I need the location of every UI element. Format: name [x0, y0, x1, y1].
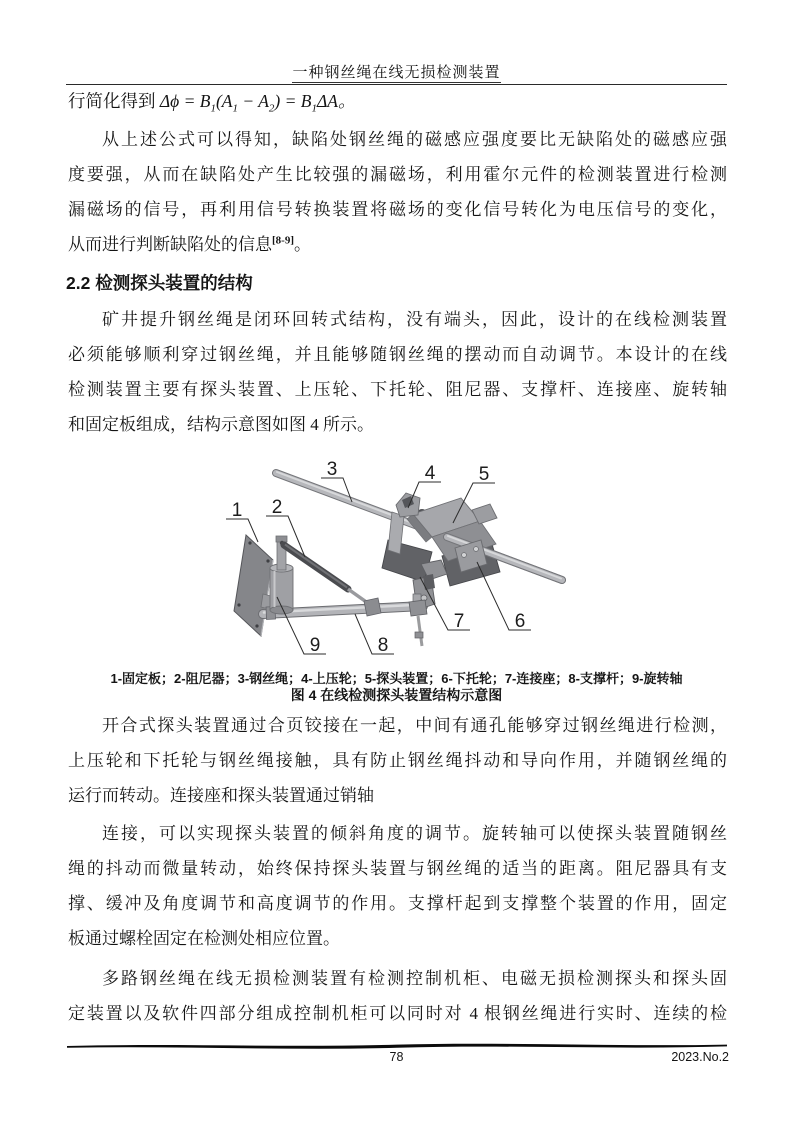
paragraph-line: 检测装置主要有探头装置、上压轮、下托轮、阻尼器、支撑杆、连接座、旋转轴 — [68, 380, 727, 399]
paragraph-line: 上压轮和下托轮与钢丝绳接触，具有防止钢丝绳抖动和导向作用，并随钢丝绳的 — [68, 751, 727, 770]
figure-label-7: 7 — [453, 611, 465, 632]
damper-post — [276, 536, 287, 570]
figure-diagram — [145, 448, 575, 660]
paragraph-line: 定装置以及软件四部分组成控制机柜可以同时对 4 根钢丝绳进行实时、连续的检 — [68, 1004, 727, 1023]
figure-label-6: 6 — [514, 611, 526, 632]
page-header-title: 一种钢丝绳在线无损检测装置 — [292, 65, 501, 81]
formula-sub: 1 — [232, 102, 238, 115]
formula-line — [68, 90, 727, 115]
figure-label-9: 9 — [309, 635, 321, 656]
figure-label-8: 8 — [377, 635, 389, 656]
formula-seg: ΔA。 — [317, 91, 356, 111]
formula-sub: 1 — [210, 102, 216, 115]
footer-page-number: 78 — [389, 1050, 404, 1064]
paragraph-line: 运行而转动。连接座和探头装置通过销轴 — [68, 786, 374, 805]
paragraph-3 — [68, 708, 727, 813]
figure-label-5: 5 — [478, 464, 490, 485]
paragraph-text: 。 — [294, 235, 311, 254]
figure-label-1: 1 — [231, 500, 243, 521]
section-heading-2-2: 2.2 检测探头装置的结构 — [66, 273, 253, 293]
figure-caption: 图 4 在线检测探头装置结构示意图 — [290, 687, 503, 703]
figure-label-4: 4 — [424, 463, 436, 484]
figure-legend: 1-固定板；2-阻尼器；3-钢丝绳；4-上压轮；5-探头装置；6-下托轮；7-连接座；8-支撑杆；9-旋转轴 — [110, 671, 683, 686]
paragraph-line: 板通过螺栓固定在检测处相应位置。 — [68, 929, 340, 948]
paragraph-line — [68, 227, 727, 262]
paragraph-line: 漏磁场的信号，再利用信号转换装置将磁场的变化信号转化为电压信号的变化， — [68, 200, 727, 219]
paragraph-line: 开合式探头装置通过合页铰接在一起，中间有通孔能够穿过钢丝绳进行检测， — [102, 716, 727, 735]
formula-seg: ) = B — [274, 91, 312, 111]
formula-seg: Δϕ = B — [159, 91, 211, 111]
damper — [284, 545, 381, 617]
paragraph-line: 撑、缓冲及角度调节和高度调节的作用。支撑杆起到支撑整个装置的作用，固定 — [68, 894, 727, 913]
formula-seg: − A — [237, 91, 269, 111]
paragraph-line: 和固定板组成，结构示意图如图 4 所示。 — [68, 415, 374, 434]
citation-ref: [8-9] — [272, 234, 294, 247]
footer-issue-number: 2023.No.2 — [671, 1050, 729, 1064]
paragraph-4 — [68, 816, 727, 956]
paragraph-line: 从上述公式可以得知，缺陷处钢丝绳的磁感应强度要比无缺陷处的磁感应强 — [102, 130, 727, 149]
paragraph-1 — [68, 122, 727, 262]
header-rule — [66, 84, 727, 85]
paragraph-2 — [68, 302, 727, 442]
paragraph-line: 绳的抖动而微量转动，始终保持探头装置与钢丝绳的适当的距离。阻尼器具有支 — [68, 859, 727, 878]
paragraph-line: 度要强，从而在缺陷处产生比较强的漏磁场，利用霍尔元件的检测装置进行检测 — [68, 165, 727, 184]
paragraph-line: 矿井提升钢丝绳是闭环回转式结构，没有端头，因此，设计的在线检测装置 — [102, 310, 727, 329]
figure-label-2: 2 — [271, 497, 283, 518]
paragraph-line: 必须能够顺利穿过钢丝绳，并且能够随钢丝绳的摆动而自动调节。本设计的在线 — [68, 345, 727, 364]
figure-label-3: 3 — [326, 459, 338, 480]
page-header — [0, 61, 793, 82]
rod-junction — [409, 594, 427, 646]
formula-sub: 1 — [311, 102, 317, 115]
paragraph-text: 从而进行判断缺陷处的信息 — [68, 235, 272, 254]
paragraph-5 — [68, 961, 727, 1031]
paragraph-line: 多路钢丝绳在线无损检测装置有检测控制机柜、电磁无损检测探头和探头固 — [102, 969, 727, 988]
formula-sub: 2 — [268, 102, 275, 115]
formula-prefix: 行简化得到 — [68, 91, 160, 111]
paragraph-line: 连接，可以实现探头装置的倾斜角度的调节。旋转轴可以使探头装置随钢丝 — [102, 824, 727, 843]
formula-seg: (A — [215, 91, 233, 111]
fixed-plate — [234, 535, 273, 636]
